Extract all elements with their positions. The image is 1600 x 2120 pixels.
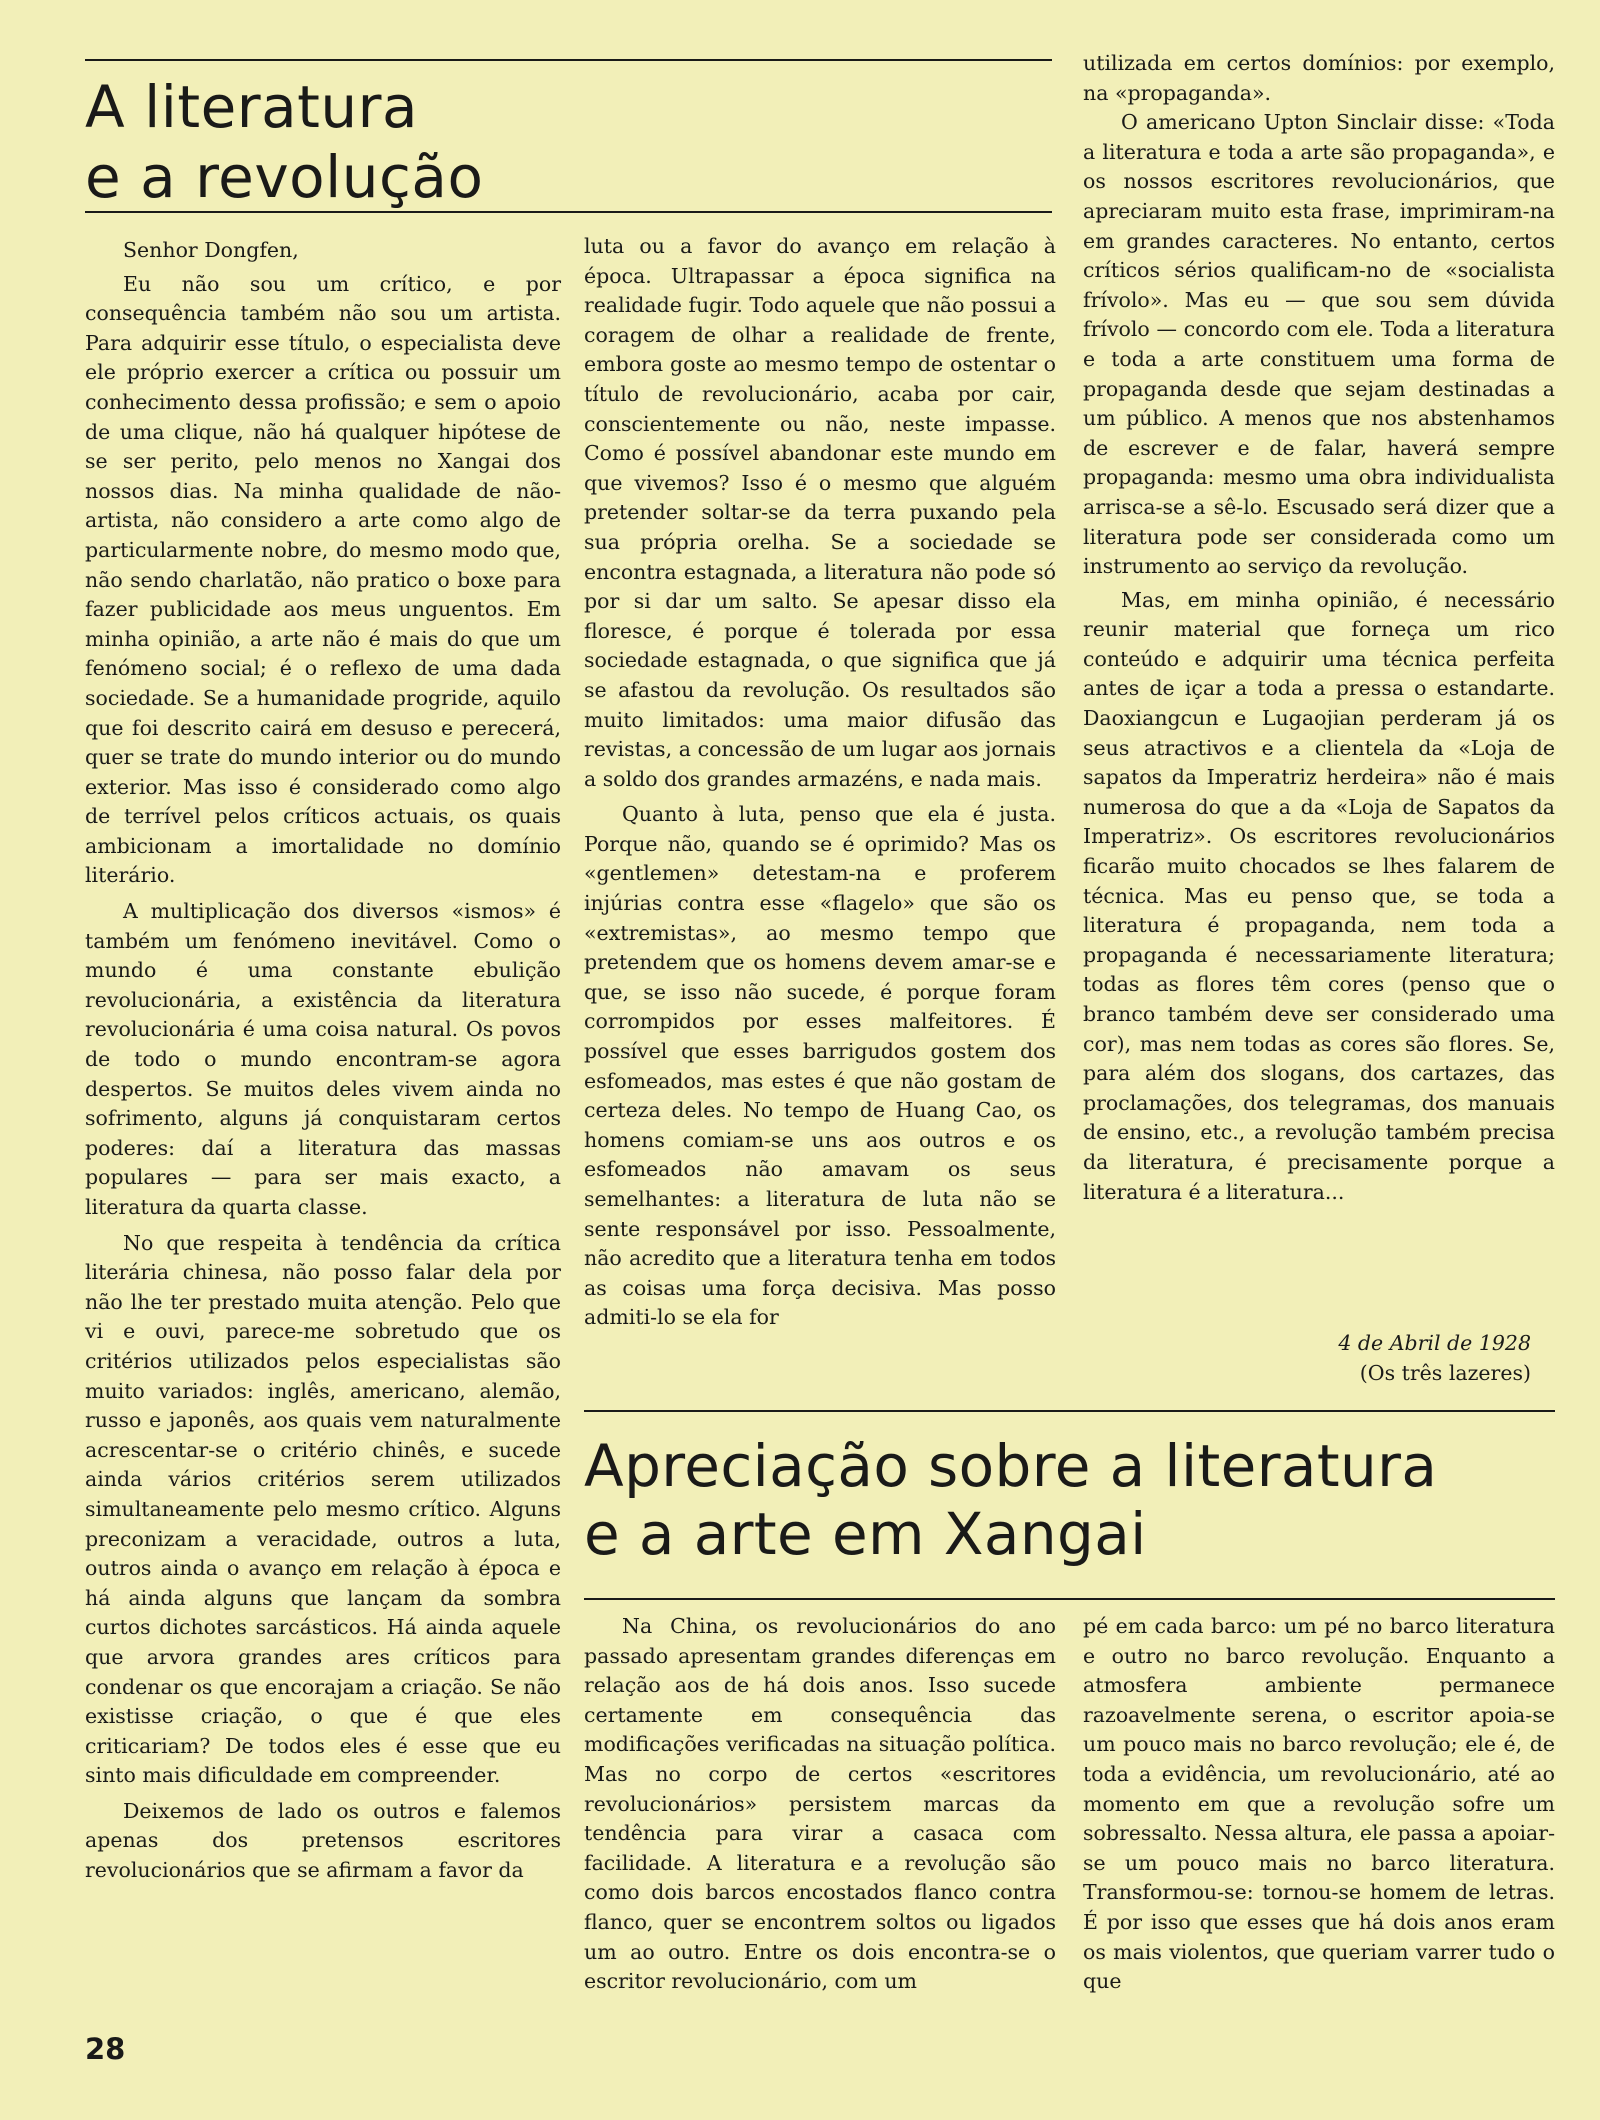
title-line: e a revolução (85, 143, 484, 211)
article1-signature (1083, 1328, 1531, 1388)
paragraph: Mas, em minha opinião, é necessário reunir material que forneça um rico conteúdo e adquirir uma técnica perfeita antes de içar a toda a pressa o estandarte. Daoxiangcun e Lugaojian perderam já os seus atractivos e a clientela da «Loja de sapatos da Imperatriz herdeira» não é mais numerosa do que a da «Loja de Sapatos da Imperatriz». Os escritores revolucionários ficarão muito chocados se lhes falarem de técnica. Mas eu penso que, se toda a literatura é propaganda, nem toda a propaganda é necessariamente literatura; todas as flores têm cores (penso que o branco também deve ser considerado uma cor), mas nem todas as cores são flores. Se, para além dos slogans, dos cartazes, das proclamações, dos telegramas, dos manuais de ensino, etc., a revolução também precisa da literatura, é precisamente porque a literatura é a literatura... (1083, 587, 1555, 1204)
paragraph: Eu não sou um crítico, e por consequência também não sou um artista. Para adquirir esse título, o especialista deve ele próprio exercer a crítica ou possuir um conhecimento dessa profissão; e sem o apoio de uma clique, não há qualquer hipótese de se ser perito, pelo menos no Xangai dos nossos dias. Na minha qualidade de não-artista, não considero a arte como algo de particularmente nobre, do mesmo modo que, não sendo charlatão, não pratico o boxe para fazer publicidade aos meus unguentos. Em minha opinião, a arte não é mais do que um fenómeno social; é o reflexo de uma dada sociedade. Se a humanidade progride, aquilo que foi descrito cairá em desuso e perecerá, quer se trate do mundo interior ou do mundo exterior. Mas isso é considerado como algo de terrível pelos críticos actuais, os quais ambicionam a imortalidade no domínio literário. (85, 271, 561, 888)
paragraph: pé em cada barco: um pé no barco literatura e outro no barco revolução. Enquanto a atmosfera ambiente permanece razoavelmente serena, o escritor apoia-se um pouco mais no barco revolução; ele é, de toda a evidência, um revolucionário, até ao momento em que a revolução sofre um sobressalto. Nessa altura, ele passa a apoiar-se um pouco mais no barco literatura. Transformou-se: tornou-se homem de letras. É por isso que esses que há dois anos eram os mais violentos, que queriam varrer tudo o que (1083, 1614, 1555, 1994)
paragraph: O americano Upton Sinclair disse: «Toda a literatura e toda a arte são propaganda», e os nossos escritores revolucionários, que apreciaram muito esta frase, imprimiram-na em grandes caracteres. No entanto, certos críticos sérios qualificam-no de «socialista frívolo». Mas eu — que sou sem dúvida frívolo — concordo com ele. Toda a literatura e toda a arte constituem uma forma de propaganda desde que sejam destinadas a um público. A menos que nos abstenhamos de escrever e de falar, haverá sempre propaganda: mesmo uma obra individualista arrisca-se a sê-lo. Escusado será dizer que a literatura pode ser considerada como um instrumento ao serviço da revolução. (1083, 110, 1555, 579)
article-title-literatura-revolucao (85, 72, 483, 212)
article2-column-2 (1083, 1612, 1555, 1997)
paragraph: utilizada em certos domínios: por exemplo, na «propaganda». (1083, 51, 1555, 105)
article1-column-3 (1083, 49, 1555, 1207)
title-underline (584, 1598, 1555, 1600)
page-number: 28 (85, 2032, 126, 2066)
paragraph: No que respeita à tendência da crítica literária chinesa, não posso falar dela por não lhe ter prestado muita atenção. Pelo que vi e ouvi, parece-me sobretudo que os critérios utilizados pelos especialistas são muito variados: inglês, americano, alemão, russo e japonês, aos quais vem naturalmente acrescentar-se o critério chinês, e sucede ainda vários critérios serem utilizados simultaneamente pelo mesmo crítico. Alguns preconizam a veracidade, outros a luta, outros ainda o avanço em relação à época e há ainda alguns que lançam da sombra curtos dichotes sarcásticos. Há ainda aquele que arvora grandes ares críticos para condenar os que encorajam a criação. Se não existisse criação, o que é que eles criticariam? De todos eles é esse que eu sinto mais dificuldade em compreender. (85, 1230, 561, 1788)
paragraph: Na China, os revolucionários do ano passado apresentam grandes diferenças em relação aos de há dois anos. Isso sucede certamente em consequência das modificações verificadas na situação política. Mas no corpo de certos «escritores revolucionários» persistem marcas da tendência para virar a casaca com facilidade. A literatura e a revolução são como dois barcos encostados flanco contra flanco, quer se encontrem soltos ou ligados um ao outro. Entre os dois encontra-se o escritor revolucionário, com um (584, 1614, 1056, 1994)
article1-column-2 (584, 232, 1056, 1333)
title-line: Apreciação sobre a literatura (584, 1432, 1438, 1500)
title-underline (85, 211, 1052, 213)
paragraph: Quanto à luta, penso que ela é justa. Porque não, quando se é oprimido? Mas os «gentlemen» detestam-na e proferem injúrias contra esse «flagelo» que são os «extremistas», ao mesmo tempo que pretendem que os homens devem amar-se e que, se isso não sucede, é porque foram corrompidos por esses malfeitores. É possível que esses barrigudos gostem dos esfomeados, mas estes é que não gostam de certeza deles. No tempo de Huang Cao, os homens comiam-se uns aos outros e os esfomeados não amavam os seus semelhantes: a literatura de luta não se sente responsável por isso. Pessoalmente, não acredito que a literatura tenha em todos as coisas uma força decisiva. Mas posso admiti-lo se ela for (584, 802, 1056, 1330)
article-title-apreciacao (584, 1432, 1437, 1568)
paragraph: luta ou a favor do avanço em relação à época. Ultrapassar a época significa na realidade fugir. Todo aquele que não possui a coragem de olhar a realidade de frente, embora goste ao mesmo tempo de ostentar o título de revolucionário, acaba por cair, conscientemente ou não, neste impasse. Como é possível abandonar este mundo em que vivemos? Isso é o mesmo que alguém pretender soltar-se da terra puxando pela sua própria orelha. Se a sociedade se encontra estagnada, a literatura não pode só por si dar um salto. Se apesar disso ela floresce, é porque é tolerada por essa sociedade estagnada, o que significa que já se afastou da revolução. Os resultados são muito limitados: uma maior difusão das revistas, a concessão de um lugar aos jornais a soldo dos grandes armazéns, e nada mais. (584, 234, 1056, 791)
salutation: Senhor Dongfen, (123, 238, 299, 262)
paragraph: A multiplicação dos diversos «ismos» é também um fenómeno inevitável. Como o mundo é uma constante ebulição revolucionária, a existência da literatura revolucionária é uma coisa natural. Os povos de todo o mundo encontram-se agora despertos. Se muitos deles vivem ainda no sofrimento, alguns já conquistaram certos poderes: daí a literatura das massas populares — para ser mais exacto, a literatura da quarta classe. (85, 899, 561, 1219)
signature-date: 4 de Abril de 1928 (1338, 1331, 1531, 1355)
article2-column-1 (584, 1612, 1056, 1997)
top-rule (85, 59, 1052, 61)
paragraph: Deixemos de lado os outros e falemos apenas dos pretensos escritores revolucionários que se afirmam a favor da (85, 1798, 561, 1883)
article1-column-1 (85, 236, 561, 1886)
signature-source: (Os três lazeres) (1359, 1361, 1531, 1385)
section-rule (584, 1410, 1555, 1412)
title-line: A literatura (85, 73, 419, 141)
title-line: e a arte em Xangai (584, 1500, 1147, 1568)
